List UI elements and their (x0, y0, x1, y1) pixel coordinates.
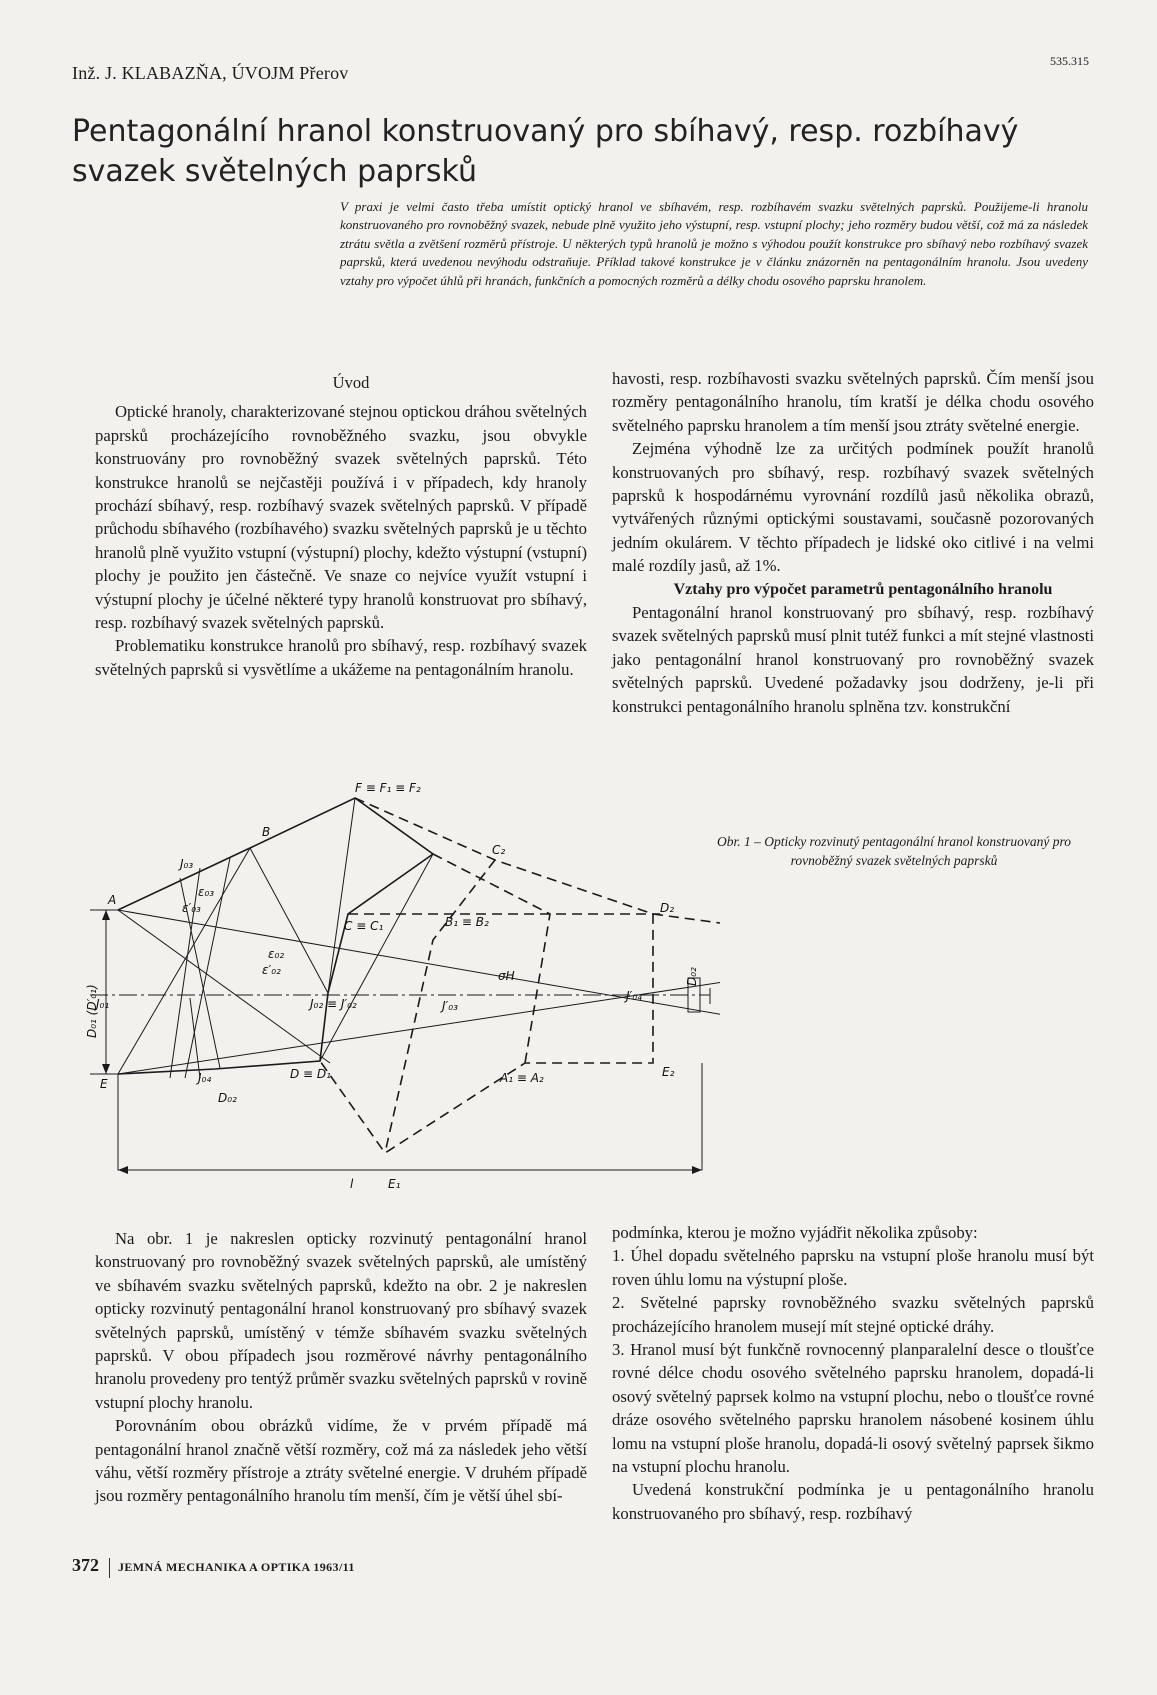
article-title (72, 112, 1082, 192)
label-Do2: D₀₂ (218, 1091, 237, 1105)
label-B: B (262, 825, 271, 839)
paragraph: Porovnáním obou obrázků vidíme, že v prvém případě má pentagonální hranol značně větší rozměry, což má za následek jeho větší váhu, větší rozměry přístroje a ztráty světelné energie. V druhém případě jsou rozměry pentagonálního hranolu tím menší, čím je větší úhel sbí- (95, 1416, 587, 1506)
page-number: 372 (72, 1555, 99, 1575)
label-eps02: ε₀₂ (268, 947, 285, 961)
label-sigmaH: σH (498, 969, 515, 983)
author-line: Inž. J. KLABAZŇA, ÚVOJM Přerov (72, 63, 349, 83)
paragraph: podmínka, kterou je možno vyjádřit několika způsoby: (612, 1223, 978, 1242)
label-D2: D₂ (660, 901, 675, 915)
right-column-bottom (612, 1221, 1094, 1525)
label-Do1: D₀₁ (D′₀₁) (85, 984, 99, 1038)
label-E1: E₁ (388, 1177, 401, 1191)
label-E: E (100, 1077, 108, 1091)
list-item: 2. Světelné paprsky rovnoběžného svazku světelných paprsků procházejícího hranolem musejí mít stejné optické dráhy. (612, 1293, 1094, 1336)
paragraph: Pentagonální hranol konstruovaný pro sbíhavý, resp. rozbíhavý svazek světelných paprsků musí plnit tutéž funkci a mít stejné vlastnosti jako pentagonální hranol konstruovaný pro rovnoběžný svazek světelných paprsků. Uvedené požadavky jsou dodrženy, je-li při konstrukci pentagonálního hranolu splněna tzv. konstrukční (612, 603, 1094, 716)
page-footer (72, 1555, 355, 1578)
section-subheading: Vztahy pro výpočet parametrů pentagonálního hranolu (673, 580, 1053, 598)
udc-code: 535.315 (1050, 54, 1089, 68)
right-column-top (612, 367, 1094, 718)
label-Jo4: J₀₄ (198, 1071, 212, 1085)
list-item: 1. Úhel dopadu světelného paprsku na vstupní ploše hranolu musí být roven úhlu lomu na výstupní ploše. (612, 1246, 1094, 1289)
journal-name: JEMNÁ MECHANIKA A OPTIKA 1963/11 (118, 1560, 355, 1574)
label-A: A (108, 893, 117, 907)
section-heading-uvod: Úvod (332, 373, 370, 392)
figure-1-diagram (70, 778, 720, 1226)
paragraph: Uvedená konstrukční podmínka je u pentagonálního hranolu konstruovaného pro sbíhavý, resp. rozbíhavý (612, 1480, 1094, 1523)
left-column-bottom (95, 1227, 587, 1508)
label-E2: E₂ (662, 1065, 675, 1079)
prism-outline (118, 798, 433, 1074)
paragraph: havosti, resp. rozbíhavosti svazku světelných paprsků. Čím menší jsou rozměry pentagonálního hranolu, tím kratší je délka chodu osového světelného paprsku hranolem a tím menší jsou ztráty světelné energie. (612, 369, 1094, 435)
label-l: l (350, 1177, 354, 1191)
paragraph: Optické hranoly, charakterizované stejnou optickou dráhou světelných paprsků procházejícího rovnoběžného svazku, jsou obvykle konstruovány pro rovnoběžný svazek světelných paprsků. Této konstrukce hranolů se nejčastěji používá i v případech, kdy hranoly prochází sbíhavý, resp. rozbíhavý svazek světelných paprsků. V případě průchodu sbíhavého (rozbíhavého) svazku světelných paprsků je u těchto hranolů plně využito vstupní (výstupní) plochy, kdežto výstupní (vstupní) plochy je použito jen částečně. Ve snaze co nejvíce využít vstupní i výstupní plochy je účelné některé typy hranolů konstruovat pro sbíhavý, resp. rozbíhavý svazek světelných paprsků. (95, 402, 587, 633)
label-eps02p: ε′₀₂ (262, 963, 281, 977)
footer-divider (109, 1558, 110, 1578)
paragraph: Na obr. 1 je nakreslen opticky rozvinutý pentagonální hranol konstruovaný pro rovnoběžný svazek světelných paprsků, ale umístěný ve sbíhavém svazku světelných paprsků, kdežto na obr. 2 je nakreslen opticky rozvinutý pentagonální hranol konstruovaný pro sbíhavý svazek světelných paprsků, umístěný v témže sbíhavém svazku světelných paprsků. V obou případech jsou rozměrové návrhy pentagonálního hranolu provedeny pro tentýž průměr svazku světelných paprsků v rovině vstupní plochy hranolu. (95, 1229, 587, 1412)
label-Jo2: J₀₂ ≡ J′₀₂ (310, 997, 357, 1011)
unfolded-outline (320, 798, 653, 1153)
label-Do2-vertical: D₀₂ (685, 967, 699, 986)
paragraph: Zejména výhodně lze za určitých podmínek použít hranolů konstruovaných pro sbíhavý, resp. rozbíhavý svazek světelných paprsků k hospodárnému vyrovnání rozdílů jasů několika obrazů, vytvářených různými optickými soustavami, současně pozorovaných jedním okulárem. V těchto případech je lidské oko citlivé i na velmi malé rozdíly jasů, až 1%. (612, 439, 1094, 576)
label-eps03p: ε′₀₃ (182, 901, 201, 915)
label-Jo4p: J′₀₄ (626, 989, 642, 1003)
label-eps03: ε₀₃ (198, 885, 215, 899)
paragraph: Problematiku konstrukce hranolů pro sbíhavý, resp. rozbíhavý svazek světelných paprsků si vysvětlíme a ukážeme na pentagonálním hranolu. (95, 636, 587, 679)
title-line-1: Pentagonální hranol konstruovaný pro sbíhavý, resp. rozbíhavý (72, 114, 1019, 149)
label-B1B2: B₁ ≡ B₂ (445, 915, 489, 929)
label-Jo3: J₀₃ (180, 857, 194, 871)
label-Jo1: J₀₁ (96, 997, 110, 1011)
left-column-top (95, 371, 587, 681)
figure-caption: Obr. 1 – Opticky rozvinutý pentagonální hranol konstruovaný pro rovnoběžný svazek světelných paprsků (716, 834, 1072, 868)
label-A1A2: A₁ ≡ A₂ (500, 1071, 544, 1085)
label-Jo3p: J′₀₃ (442, 999, 458, 1013)
label-C2: C₂ (492, 843, 506, 857)
label-F: F ≡ F₁ ≡ F₂ (355, 781, 421, 795)
list-item: 3. Hranol musí být funkčně rovnocenný planparalelní desce o tloušťce rovné délce chodu osového světelného paprsku hranolem, dopadá-li osový světelný paprsek kolmo na vstupní plochu, nebo o tloušťce rovné dráze osového světelného paprsku hranolem násobené kosinem úhlu lomu na vstupní ploše hranolu, dopadá-li osový světelný paprsek šikmo na vstupní plochu hranolu. (612, 1340, 1094, 1477)
title-line-2: svazek světelných paprsků (72, 154, 477, 189)
label-DD1: D ≡ D₁ (290, 1067, 331, 1081)
label-CC1: C ≡ C₁ (344, 919, 384, 933)
abstract: V praxi je velmi často třeba umístit optický hranol ve sbíhavém, resp. rozbíhavém svazku světelných paprsků. Použijeme-li hranolu konstruovaného pro rovnoběžný svazek, nebude plně využito jeho výstupní, resp. vstupní plochy; jeho rozměry budou větší, což má za následek ztrátu světla a zvětšení rozměrů přístroje. U některých typů hranolů je možno s výhodou použít konstrukce pro sbíhavý nebo rozbíhavý svazek paprsků, která uvedenou nevýhodu odstraňuje. Příklad takové konstrukce je v článku znázorněn na pentagonálním hranolu. Jsou uvedeny vztahy pro výpočet úhlů při hranách, funkčních a pomocných rozměrů a délky chodu osového paprsku hranolem. (340, 199, 1088, 288)
